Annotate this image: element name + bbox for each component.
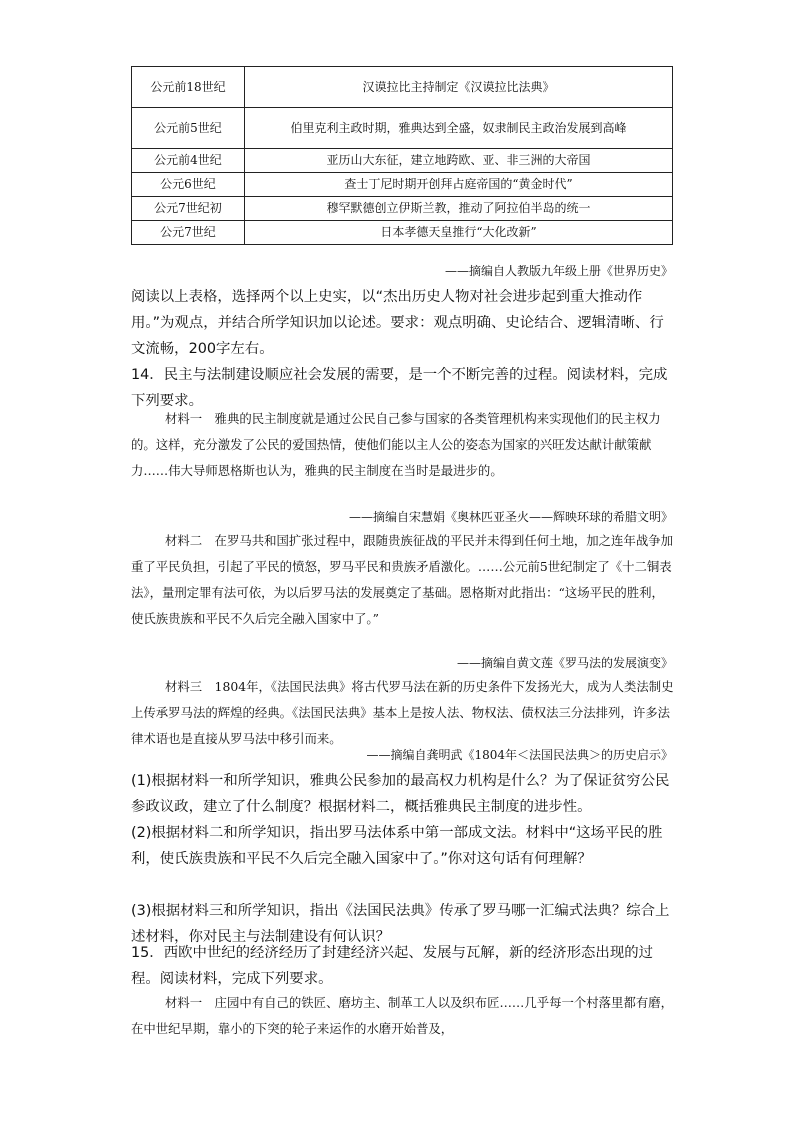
table-row bbox=[132, 108, 673, 149]
table-cell-event: 伯里克利主政时期，雅典达到全盛，奴隶制民主政治发展到高峰 bbox=[245, 108, 673, 149]
q14-material-3-source: ——摘编自龚明武《1804年＜法国民法典＞的历史启示》 bbox=[366, 748, 673, 762]
table-cell-era: 公元7世纪 bbox=[132, 221, 245, 245]
history-table bbox=[131, 66, 673, 245]
table-cell-event: 查士丁尼时期开创拜占庭帝国的“黄金时代” bbox=[245, 173, 673, 197]
table-row bbox=[132, 67, 673, 108]
table-cell-event: 亚历山大东征，建立地跨欧、亚、非三洲的大帝国 bbox=[245, 149, 673, 173]
table-row bbox=[132, 197, 673, 221]
q14-intro: 14．民主与法制建设顺应社会发展的需要，是一个不断完善的过程。阅读材料，完成下列要求。 bbox=[131, 367, 668, 409]
q14-material-2: 材料二 在罗马共和国扩张过程中，跟随贵族征战的平民并未得到任何土地，加之连年战争加重了平民负担，引起了平民的愤怒，罗马平民和贵族矛盾激化。……公元前5世纪制定了《十二铜表法》，量刑定罪有法可依，为以后罗马法的发展奠定了基础。恩格斯对此指出：“这场平民的胜利，使氏族贵族和平民不久后完全融入国家中了。” bbox=[131, 533, 674, 626]
q14-question-1: (1)根据材料一和所学知识，雅典公民参加的最高权力机构是什么？为了保证贫穷公民参政议政，建立了什么制度？根据材料二，概括雅典民主制度的进步性。 bbox=[131, 773, 670, 815]
q14-material-1: 材料一 雅典的民主制度就是通过公民自己参与国家的各类管理机构来实现他们的民主权力的。这样，充分激发了公民的爱国热情，使他们能以主人公的姿态为国家的兴旺发达献计献策献力……伟大导师恩格斯也认为，雅典的民主制度在当时是最进步的。 bbox=[131, 411, 661, 478]
table-row bbox=[132, 149, 673, 173]
table-cell-era: 公元前4世纪 bbox=[132, 149, 245, 173]
table-row bbox=[132, 221, 673, 245]
table-cell-era: 公元前5世纪 bbox=[132, 108, 245, 149]
table-cell-event: 汉谟拉比主持制定《汉谟拉比法典》 bbox=[245, 67, 673, 108]
q14-material-3: 材料三 1804年，《法国民法典》将古代罗马法在新的历史条件下发扬光大，成为人类法制史上传承罗马法的辉煌的经典。《法国民法典》基本上是按人法、物权法、债权法三分法排列，许多法律术语也是直接从罗马法中移引而来。 bbox=[131, 679, 674, 746]
table-cell-event: 日本孝德天皇推行“大化改新” bbox=[245, 221, 673, 245]
table-row bbox=[132, 173, 673, 197]
q15-material-1: 材料一 庄园中有自己的铁匠、磨坊主、制革工人以及织布匠……几乎每一个村落里都有磨，在中世纪早期，靠小的下突的轮子来运作的水磨开始普及， bbox=[131, 995, 674, 1036]
q14-material-2-source: ——摘编自黄文莲《罗马法的发展演变》 bbox=[456, 656, 673, 670]
table-source: ——摘编自人教版九年级上册《世界历史》 bbox=[444, 264, 673, 278]
q14-material-1-source: ——摘编自宋慧娟《奥林匹亚圣火——辉映环球的希腊文明》 bbox=[348, 510, 673, 524]
q15-intro: 15．西欧中世纪的经济经历了封建经济兴起、发展与瓦解，新的经济形态出现的过程。阅读材料，完成下列要求。 bbox=[131, 945, 653, 987]
q14-question-2: (2)根据材料二和所学知识，指出罗马法体系中第一部成文法。材料中“这场平民的胜利，使氏族贵族和平民不久后完全融入国家中了。”你对这句话有何理解？ bbox=[131, 825, 663, 867]
table-cell-era: 公元6世纪 bbox=[132, 173, 245, 197]
table-cell-era: 公元7世纪初 bbox=[132, 197, 245, 221]
q14-question-3: (3)根据材料三和所学知识，指出《法国民法典》传承了罗马哪一汇编式法典？综合上述材料，你对民主与法制建设有何认识？ bbox=[131, 903, 670, 945]
q13-prompt: 阅读以上表格，选择两个以上史实，以“杰出历史人物对社会进步起到重大推动作用。”为观点，并结合所学知识加以论述。要求：观点明确、史论结合、逻辑清晰、行文流畅，200字左右。 bbox=[131, 289, 664, 357]
table-cell-era: 公元前18世纪 bbox=[132, 67, 245, 108]
table-cell-event: 穆罕默德创立伊斯兰教，推动了阿拉伯半岛的统一 bbox=[245, 197, 673, 221]
